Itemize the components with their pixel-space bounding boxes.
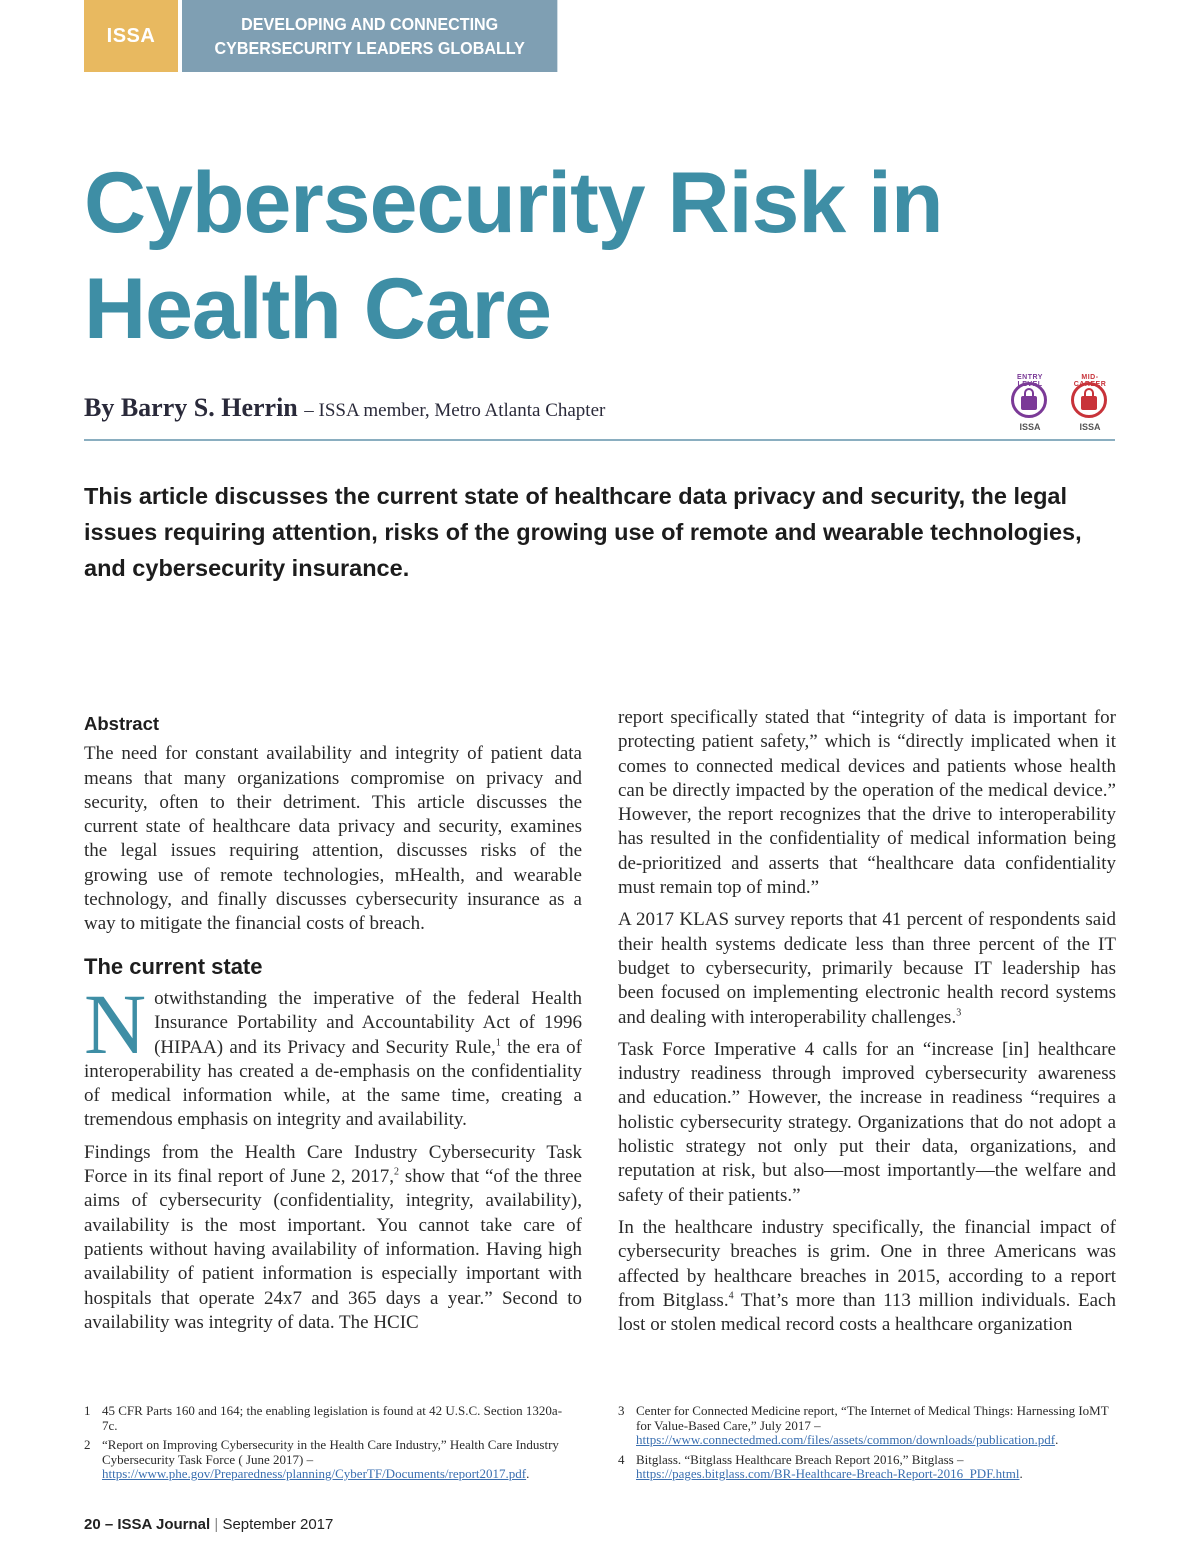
right-paragraph-3: Task Force Imperative 4 calls for an “increase [in] healthcare industry readiness through improved cybersecurity awareness and education.” However, the increase in readiness “requires a holistic cybersecurity strategy. Organizations that do not adopt a holistic strategy not only put their data, organizations, and reputation at risk, but also—most importantly—the welfare and safety of their patients.” [618,1038,1116,1206]
page-number: 20 [84,1516,101,1533]
footnote-text: “Report on Improving Cybersecurity in the Health Care Industry,” Health Care Industry Cybersecurity Task Force ( June 2017) – [102,1437,559,1467]
footer-dash: – [104,1516,114,1533]
journal-name: ISSA Journal [117,1516,211,1533]
right-paragraph-4 [618,1216,1116,1337]
footnote-ref[interactable]: 4 [728,1290,734,1302]
footnote-text: 45 CFR Parts 160 and 164; the enabling legislation is found at 42 U.S.C. Section 1320a-7c. [102,1403,563,1433]
left-column [84,706,582,1343]
author-affiliation: – ISSA member, Metro Atlanta Chapter [304,400,606,421]
tagline-line-1: DEVELOPING AND CONNECTING [241,14,499,34]
header-banner [84,0,590,72]
footnote-1 [84,1404,564,1433]
footnote-link[interactable]: https://www.connectedmed.com/files/assets/common/downloads/publication.pdf [636,1432,1056,1447]
footer-separator: | [214,1516,219,1533]
byline-divider [84,439,1115,441]
drop-cap: N [84,975,147,1072]
footnote-ref[interactable]: 3 [956,1007,962,1019]
footnote-link[interactable]: https://www.phe.gov/Preparedness/planning/CyberTF/Documents/report2017.pdf [102,1466,527,1481]
section-heading-current-state: The current state [84,953,263,979]
paragraph-text: show that “of the three aims of cybersecurity (confidentiality, integrity, availability), availability is the most important. You cannot take care of patients without having availability of information. Having high availability of patient information is especially important with hospitals that operate 24x7 and 365 days a year.” Second to availability was integrity of data. The HCIC [84,1166,582,1333]
badge-label: ISSA [1079,422,1101,432]
mid-career-badge-icon [1067,374,1113,434]
footnote-link[interactable]: https://pages.bitglass.com/BR-Healthcare-Breach-Report-2016_PDF.html [636,1466,1020,1481]
abstract-heading: Abstract [84,713,160,734]
entry-level-badge-icon [1007,374,1053,434]
right-paragraph-2 [618,908,1116,1029]
issa-logo-block [84,0,178,72]
footnote-text: Bitglass. “Bitglass Healthcare Breach Report 2016,” Bitglass – [636,1451,964,1467]
right-paragraph-1: report specifically stated that “integrity of data is important for protecting patient safety,” which is “directly implicated when it comes to connected medical devices and patients whose health can be directly impacted by the operation of the medical device.” However, the report recognizes that the drive to interoperability has resulted in the confidentiality of medical information being de-prioritized and asserts that “healthcare data confidentiality must remain top of mind.” [618,707,1116,899]
footnote-2: 2 “Report on Improving Cybersecurity in the Health Care Industry,” Health Care Industry Cybersecurity Task Force ( June 2017) – https://www.phe.gov/Preparedness/planning/CyberTF/Documents/report2017.pdf. [84,1437,559,1481]
issue-date: September 2017 [222,1516,334,1533]
lock-icon [1071,382,1107,418]
page-footer [84,1516,333,1533]
footnote-4: 4 Bitglass. “Bitglass Healthcare Breach Report 2016,” Bitglass – https://pages.bitglass.com/BR-Healthcare-Breach-Report-2016_PDF.html. [618,1451,1023,1481]
footnote-number: 4 [618,1451,625,1467]
paragraph-text: otwithstanding the imperative of the federal Health Insurance Portability and Accountability Act of 1996 (HIPAA) and its Privacy and Security Rule, [154,987,582,1058]
abstract-text: The need for constant availability and integrity of patient data means that many organizations compromise on privacy and security, often to their detriment. This article discusses the current state of healthcare data privacy and security, examines the legal issues requiring attention, discusses risks of the growing use of remote technologies, mHealth, and wearable technology, and finally discusses cybersecurity insurance as a way to mitigate the financial costs of breach. [84,743,582,935]
issa-brand-text: ISSA [106,24,156,47]
footnote-3: 3 Center for Connected Medicine report, “The Internet of Medical Things: Harnessing IoMT for Value-Based Care,” July 2017 – https://www.connectedmed.com/files/assets/common/downloads/publication.pdf. [618,1403,1109,1447]
author-name: Barry S. Herrin [120,393,298,422]
paragraph-text: the era of interoperability has created a de-emphasis on the confidentiality of medical information while, at the same time, creating a tremendous emphasis on integrity and availability. [84,1036,583,1131]
paragraph-text: Findings from the Health Care Industry Cybersecurity Task Force in its final report of June 2, 2017, [84,1141,582,1188]
badge-arc-text: ENTRY LEVEL [1017,374,1043,388]
badge-label: ISSA [1019,422,1041,432]
paragraph-text: In the healthcare industry specifically, the financial impact of cybersecurity breaches is grim. One in three Americans was affected by healthcare breaches in 2015, according to a report from Bitglass. [618,1216,1116,1311]
article-title: Cybersecurity Risk in Health Care [84,155,943,357]
tagline-line-2: CYBERSECURITY LEADERS GLOBALLY [214,38,525,58]
current-state-paragraph-1 [84,975,583,1133]
level-badges [1007,374,1113,434]
footnote-ref[interactable]: 2 [394,1166,400,1178]
author-prefix: By [84,393,115,422]
footnotes-left [84,1404,564,1487]
article-lead: This article discusses the current state of healthcare data privacy and security, the legal issues requiring attention, risks of the growing use of remote and wearable technologies, and cybersecurity insurance. [84,483,1082,581]
footnote-number: 1 [84,1403,91,1418]
lock-icon [1011,382,1047,418]
footnote-ref[interactable]: 1 [495,1037,501,1049]
banner-tagline [182,0,557,72]
right-column [618,706,1116,1345]
paragraph-text: That’s more than 113 million individuals. Each lost or stolen medical record costs a healthcare organization [618,1289,1116,1336]
current-state-paragraph-2 [84,1141,582,1335]
footnote-number: 2 [84,1437,91,1452]
paragraph-text: A 2017 KLAS survey reports that 41 percent of respondents said their health systems dedicate less than three percent of the IT budget to cybersecurity, primarily because IT leadership has been focused on implementing electronic health record systems and dealing with interoperability challenges. [618,909,1116,1028]
footnote-number: 3 [618,1403,625,1418]
badge-arc-text: MID-CAREER [1073,374,1107,388]
footnote-text: Center for Connected Medicine report, “The Internet of Medical Things: Harnessing IoMT for Value-Based Care,” July 2017 – [636,1403,1109,1433]
byline [84,393,605,423]
footnotes-right [618,1404,1113,1487]
